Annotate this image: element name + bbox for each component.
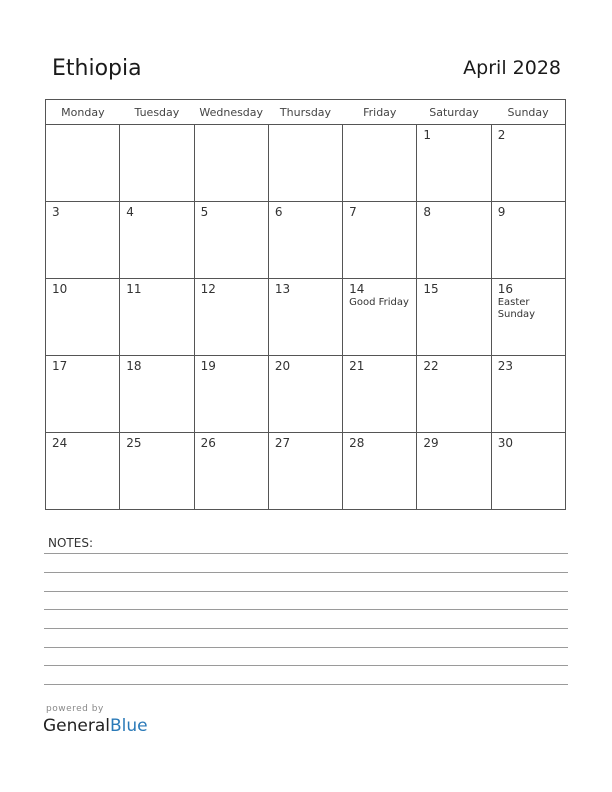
holiday-label: Easter Sunday <box>497 297 536 320</box>
day-cell[interactable] <box>268 125 342 202</box>
week-row <box>46 125 566 202</box>
day-number: 22 <box>423 359 439 373</box>
day-cell[interactable] <box>268 279 342 356</box>
calendar-body <box>46 125 566 510</box>
day-number: 29 <box>423 436 439 450</box>
notes-line <box>44 553 568 554</box>
weekday-friday: Friday <box>343 100 417 125</box>
day-number: 18 <box>126 359 142 373</box>
day-number: 12 <box>200 282 216 296</box>
day-cell[interactable] <box>120 279 194 356</box>
weekday-header-row <box>46 100 566 125</box>
notes-line <box>44 647 568 648</box>
day-number: 26 <box>200 436 216 450</box>
day-number: 6 <box>274 205 283 219</box>
day-cell[interactable] <box>46 356 120 433</box>
powered-by-text: powered by <box>46 704 104 714</box>
day-cell[interactable] <box>46 279 120 356</box>
day-number: 14 <box>349 282 365 296</box>
weekday-saturday: Saturday <box>417 100 491 125</box>
day-cell[interactable] <box>194 356 268 433</box>
day-number: 17 <box>52 359 68 373</box>
day-number: 7 <box>349 205 357 219</box>
day-number: 2 <box>497 128 506 142</box>
weekday-sunday: Sunday <box>491 100 565 125</box>
notes-line <box>44 572 568 573</box>
day-number: 19 <box>200 359 216 373</box>
day-cell[interactable] <box>343 433 417 510</box>
day-number: 10 <box>52 282 68 296</box>
day-number: 24 <box>52 436 68 450</box>
notes-label: NOTES: <box>48 536 93 550</box>
day-cell[interactable] <box>120 356 194 433</box>
day-number: 16 <box>497 282 513 296</box>
month-title: April 2028 <box>463 57 561 79</box>
brand-logo[interactable] <box>43 716 148 736</box>
day-cell[interactable] <box>46 125 120 202</box>
notes-line <box>44 684 568 685</box>
day-cell[interactable] <box>417 356 491 433</box>
day-number: 27 <box>274 436 291 450</box>
day-number: 5 <box>200 205 209 219</box>
day-number: 21 <box>349 359 365 373</box>
day-number: 3 <box>52 205 60 219</box>
country-title: Ethiopia <box>52 56 142 81</box>
notes-line <box>44 628 568 629</box>
day-number: 4 <box>126 205 134 219</box>
day-number: 20 <box>274 359 291 373</box>
week-row <box>46 433 566 510</box>
day-cell[interactable] <box>417 279 491 356</box>
day-number: 25 <box>126 436 142 450</box>
day-number: 13 <box>274 282 291 296</box>
weekday-monday: Monday <box>46 100 120 125</box>
day-cell[interactable] <box>343 279 417 356</box>
notes-line <box>44 591 568 592</box>
day-cell[interactable] <box>343 125 417 202</box>
week-row <box>46 279 566 356</box>
weekday-tuesday: Tuesday <box>120 100 194 125</box>
day-cell[interactable] <box>491 279 565 356</box>
day-cell[interactable] <box>417 202 491 279</box>
day-number: 11 <box>126 282 142 296</box>
day-cell[interactable] <box>194 433 268 510</box>
day-cell[interactable] <box>120 125 194 202</box>
day-cell[interactable] <box>268 356 342 433</box>
week-row <box>46 202 566 279</box>
day-cell[interactable] <box>343 356 417 433</box>
calendar-grid <box>45 99 566 510</box>
day-cell[interactable] <box>491 356 565 433</box>
day-cell[interactable] <box>46 433 120 510</box>
day-number: 30 <box>497 436 513 450</box>
notes-line <box>44 665 568 666</box>
notes-line <box>44 609 568 610</box>
day-cell[interactable] <box>194 279 268 356</box>
day-number: 28 <box>349 436 365 450</box>
day-number: 8 <box>423 205 432 219</box>
brand-blue: Blue <box>110 716 148 736</box>
day-cell[interactable] <box>194 202 268 279</box>
weekday-thursday: Thursday <box>268 100 342 125</box>
day-cell[interactable] <box>417 433 491 510</box>
day-cell[interactable] <box>417 125 491 202</box>
day-cell[interactable] <box>343 202 417 279</box>
day-cell[interactable] <box>268 433 342 510</box>
day-cell[interactable] <box>491 433 565 510</box>
day-cell[interactable] <box>268 202 342 279</box>
day-cell[interactable] <box>46 202 120 279</box>
brand-general: General <box>43 716 110 736</box>
day-number: 15 <box>423 282 439 296</box>
day-number: 9 <box>497 205 506 219</box>
day-number: 23 <box>497 359 513 373</box>
week-row <box>46 356 566 433</box>
day-cell[interactable] <box>491 202 565 279</box>
holiday-label: Good Friday <box>349 297 409 308</box>
weekday-wednesday: Wednesday <box>194 100 268 125</box>
day-cell[interactable] <box>120 202 194 279</box>
day-cell[interactable] <box>491 125 565 202</box>
day-number: 1 <box>423 128 432 142</box>
day-cell[interactable] <box>194 125 268 202</box>
day-cell[interactable] <box>120 433 194 510</box>
